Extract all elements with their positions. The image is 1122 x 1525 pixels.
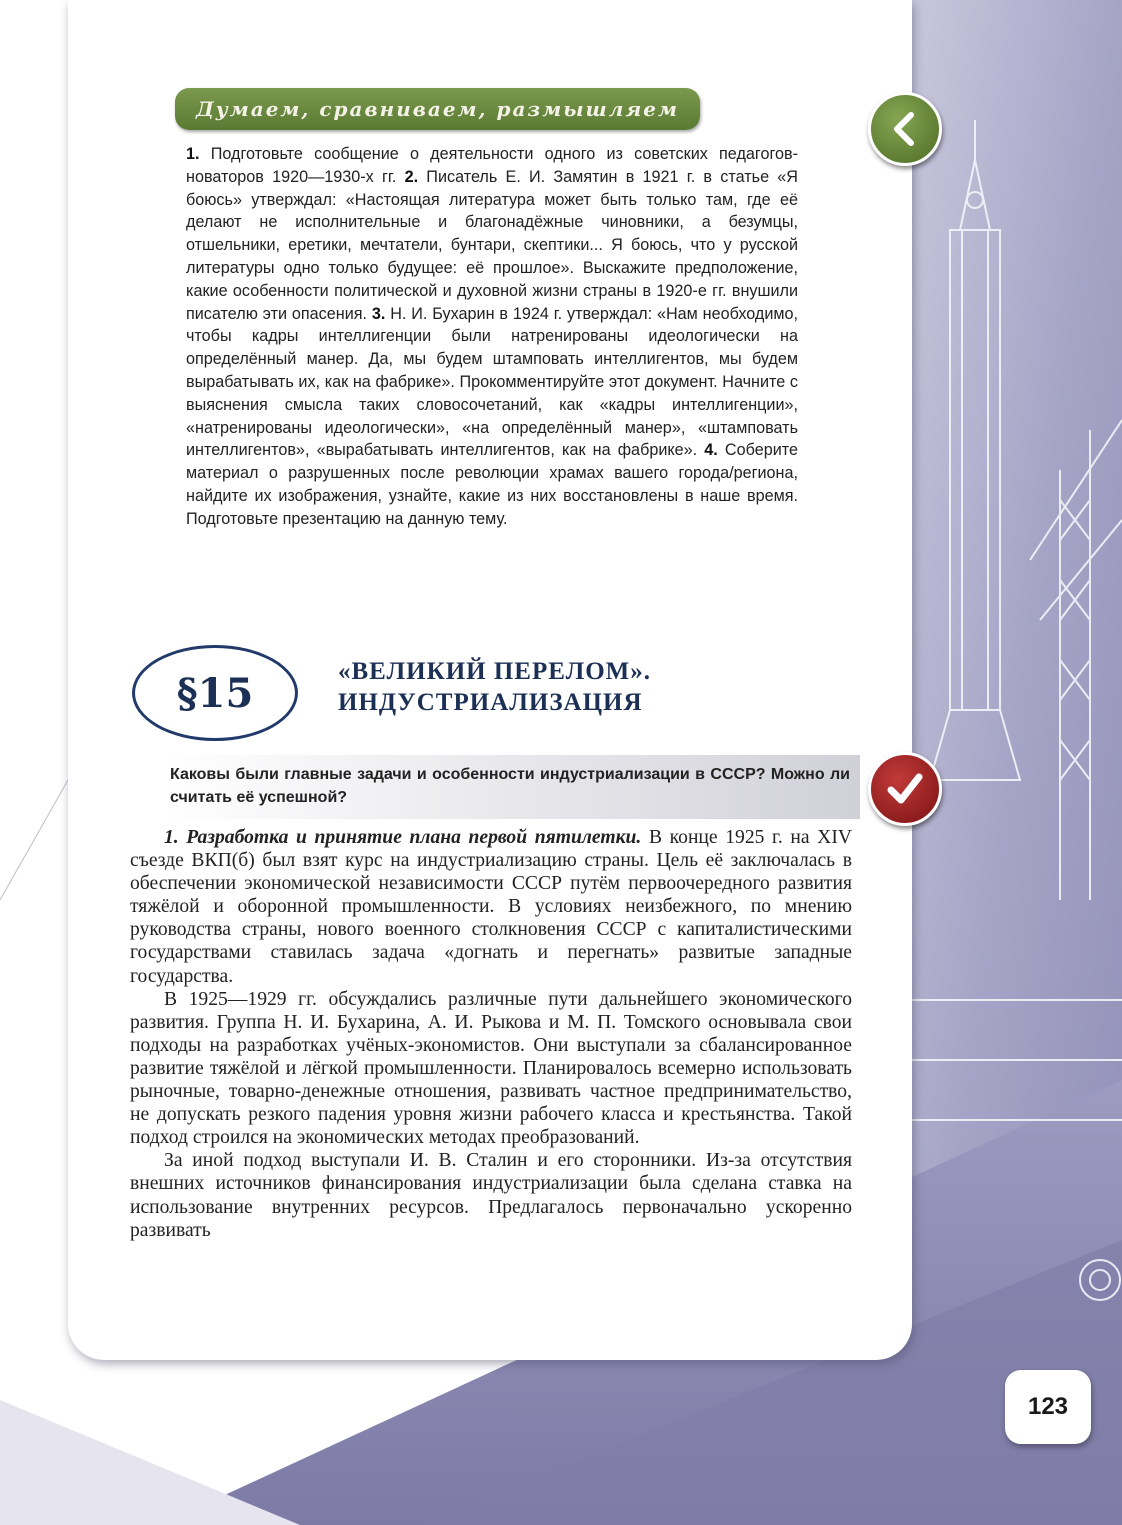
question-text: Подготовьте сообщение о деятельности одного из советских педагогов-новаторов 1920—1930-х гг.	[186, 145, 798, 186]
question-number: 3.	[371, 304, 386, 323]
paragraph-title-line2: ИНДУСТРИАЛИЗАЦИЯ	[338, 689, 643, 716]
exercise-heading: Думаем, сравниваем, размышляем	[195, 97, 680, 121]
paragraph-title-line1: «ВЕЛИКИЙ ПЕРЕЛОМ».	[338, 658, 652, 685]
question-number: 1.	[186, 145, 200, 163]
body-paragraph-text: В конце 1925 г. на XIV съезде ВКП(б) был взят курс на индустриализацию страны. Цель её заключалась в обеспечении экономической независимости СССР путём первоочередного развития тяжёлой и оборонной промышленности. В условиях неизбежного, по мнению руководства страны, нового военного столкновения СССР с капиталистическими государствами ставилась задача «догнать и перегнать» развитые западные государства.	[130, 827, 852, 987]
body-paragraph	[130, 826, 852, 988]
page-number-badge	[1005, 1370, 1091, 1444]
section-title: 1. Разработка и принятие плана первой пятилетки.	[164, 827, 642, 848]
body-paragraph: За иной подход выступали И. В. Сталин и его сторонники. Из-за отсутствия внешних источников финансирования индустриализации была сделана ставка на использование внутренних ресурсов. Предлагалось первоначально ускоренно развивать	[130, 1150, 852, 1241]
question-text: Соберите материал о разрушенных после революции храмах вашего города/региона, найдите их изображения, узнайте, какие из них восстановлены в наше время. Подготовьте презентацию на данную тему.	[186, 441, 798, 528]
exercise-questions	[186, 143, 798, 531]
back-arrow-icon[interactable]	[868, 92, 942, 166]
paragraph-number-badge	[132, 645, 298, 741]
page-number: 123	[1027, 1393, 1069, 1420]
question-number: 2.	[404, 167, 419, 186]
question-text: Писатель Е. И. Замятин в 1921 г. в статье «Я боюсь» утверждал: «Настоящая литература может быть только там, где её делают не исполнительные и благонадёжные чиновники, а безумцы, отшельники, еретики, мечтатели, бунтари, скептики... Я боюсь, что у русской литературы одно только будущее: её прошлое». Выскажите предположение, какие особенности политической и духовной жизни страны в 1920-е гг. внушили писателю эти опасения.	[186, 167, 798, 323]
main-text	[130, 826, 852, 1242]
question-text: Н. И. Бухарин в 1924 г. утверждал: «Нам необходимо, чтобы кадры интеллигенции были натренированы идеологически на определённый манер. Да, мы будем штамповать интеллигентов, мы будем вырабатывать их, как на фабрике». Прокомментируйте этот документ. Начните с выяснения смысла таких словосочетаний, как «кадры интеллигенции», «натренированы идеологически», «на определённый манер», «штамповать интеллигентов», «вырабатывать интеллигентов, как на фабрике».	[186, 304, 799, 460]
exercise-heading-banner	[175, 88, 700, 130]
question-number: 4.	[704, 441, 718, 460]
checkmark-icon[interactable]	[868, 752, 942, 826]
paragraph-title	[338, 656, 758, 718]
paragraph-number: §15	[176, 669, 254, 717]
body-paragraph: В 1925—1929 гг. обсуждались различные пути дальнейшего экономического развития. Группа Н. И. Бухарина, А. И. Рыкова и М. П. Томского основывала свои подходы на разработках учёных-экономистов. Они выступали за сбалансированное развитие тяжёлой и лёгкой промышленности. Планировалось всемерно использовать рыночные, товарно-денежные отношения, развивать частное предпринимательство, не допускать резкого падения уровня жизни рабочего класса и крестьянства. Такой подход строился на экономических методах преобразований.	[130, 988, 852, 1149]
key-question: Каковы были главные задачи и особенности индустриализации в СССР? Можно ли считать её успешной?	[160, 755, 860, 819]
